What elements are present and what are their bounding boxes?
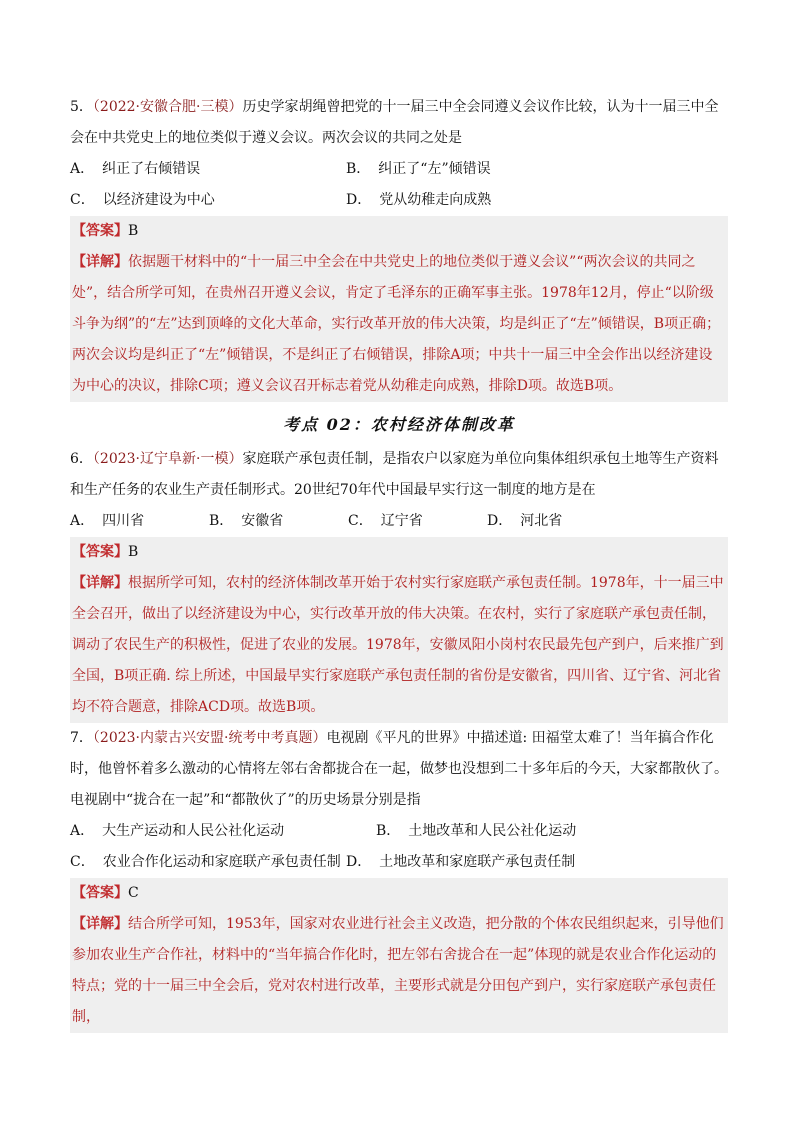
question-text: 历史学家胡绳曾把党的十一届三中全会同遵义会议作比较，认为十一届三中全会在中共党史上的地位类似于遵义会议。两次会议的共同之处是 — [70, 99, 719, 146]
option-a[interactable]: A． 大生产运动和人民公社化运动 — [70, 823, 285, 839]
answer-tag: 【答案】 — [72, 544, 128, 560]
detail-tag: 【详解】 — [72, 916, 128, 932]
question-source: （2022·安徽合肥·三模） — [92, 99, 243, 115]
option-c[interactable]: C． 辽宁省 — [348, 513, 423, 529]
question-6 — [70, 444, 728, 506]
option-d[interactable]: D． 土地改革和家庭联产承包责任制 — [346, 854, 576, 870]
answer-5 — [70, 216, 728, 402]
answer-value: C — [128, 885, 139, 901]
detail-tag: 【详解】 — [72, 254, 128, 270]
answer-tag: 【答案】 — [72, 885, 128, 901]
option-c[interactable]: C． 农业合作化运动和家庭联产承包责任制 — [70, 854, 341, 870]
question-5 — [70, 92, 728, 154]
question-number: 5． — [70, 99, 93, 115]
option-d[interactable]: D． 河北省 — [487, 513, 563, 529]
option-b[interactable]: B． 安徽省 — [209, 513, 284, 529]
detail-text: 结合所学可知，1953年，国家对农业进行社会主义改造，把分散的个体农民组织起来，引导他们参加农业生产合作社，材料中的“当年搞合作化时，把左邻右舍拢合在一起”体现的就是农业合作化运动的特点；党的十一届三中全会后，党对农村进行改革，主要形式就是分田包产到户，实行家庭联产承包责任制， — [72, 916, 724, 1025]
question-7 — [70, 723, 728, 816]
question-source: （2023·内蒙古兴安盟·统考中考真题） — [92, 730, 327, 746]
option-b[interactable]: B． 纠正了“左”倾错误 — [346, 161, 491, 177]
detail-text: 依据题干材料中的“十一届三中全会在中共党史上的地位类似于遵义会议”“两次会议的共同之处”，结合所学可知，在贵州召开遵义会议，肯定了毛泽东的正确军事主张。1978年12月，停止“以阶级斗争为纲”的“左”达到顶峰的文化大革命，实行改革开放的伟大决策，均是纠正了“左”倾错误，B项正确；两次会议均是纠正了“左”倾错误，不是纠正了右倾错误，排除A项；中共十一届三中全会作出以经济建设为中心的决议，排除C项；遵义会议召开标志着党从幼稚走向成熟，排除D项。故选B项。 — [72, 254, 721, 394]
question-7-options — [70, 816, 728, 878]
answer-7 — [70, 878, 728, 1033]
option-a[interactable]: A． 纠正了右倾错误 — [70, 161, 201, 177]
question-5-options — [70, 154, 728, 216]
answer-value: B — [128, 544, 139, 560]
question-number: 6． — [70, 451, 93, 467]
question-6-options — [70, 506, 728, 537]
option-d[interactable]: D． 党从幼稚走向成熟 — [346, 192, 492, 208]
option-b[interactable]: B． 土地改革和人民公社化运动 — [376, 823, 577, 839]
answer-tag: 【答案】 — [72, 223, 128, 239]
answer-value: B — [128, 223, 139, 239]
option-c[interactable]: C． 以经济建设为中心 — [70, 192, 215, 208]
question-text: 电视剧《平凡的世界》中描述道: 田福堂太难了！当年搞合作化时，他曾怀着多么激动的心情将左邻右舍都拢合在一起，做梦也没想到二十多年后的今天，大家都散伙了。电视剧中“拢合在一起”和“都散伙了”的历史场景分别是指 — [70, 730, 728, 808]
document-page — [70, 92, 728, 1033]
detail-tag: 【详解】 — [72, 575, 128, 591]
question-source: （2023·辽宁阜新·一模） — [92, 451, 243, 467]
answer-6 — [70, 537, 728, 723]
question-number: 7． — [70, 730, 93, 746]
section-title: 考点 02：农村经济体制改革 — [283, 415, 515, 434]
detail-text: 根据所学可知，农村的经济体制改革开始于农村实行家庭联产承包责任制。1978年，十一届三中全会召开，做出了以经济建设为中心，实行改革开放的伟大决策。在农村，实行了家庭联产承包责任制，调动了农民生产的积极性，促进了农业的发展。1978年，安徽凤阳小岗村农民最先包产到户，后来推广到全国，B项正确. 综上所述，中国最早实行家庭联产承包责任制的省份是安徽省，四川省、辽宁省、河北省均不符合题意，排除ACD项。故选B项。 — [72, 575, 724, 715]
question-text: 家庭联产承包责任制，是指农户以家庭为单位向集体组织承包土地等生产资料和生产任务的农业生产责任制形式。20世纪70年代中国最早实行这一制度的地方是在 — [70, 451, 719, 498]
option-a[interactable]: A． 四川省 — [70, 513, 145, 529]
